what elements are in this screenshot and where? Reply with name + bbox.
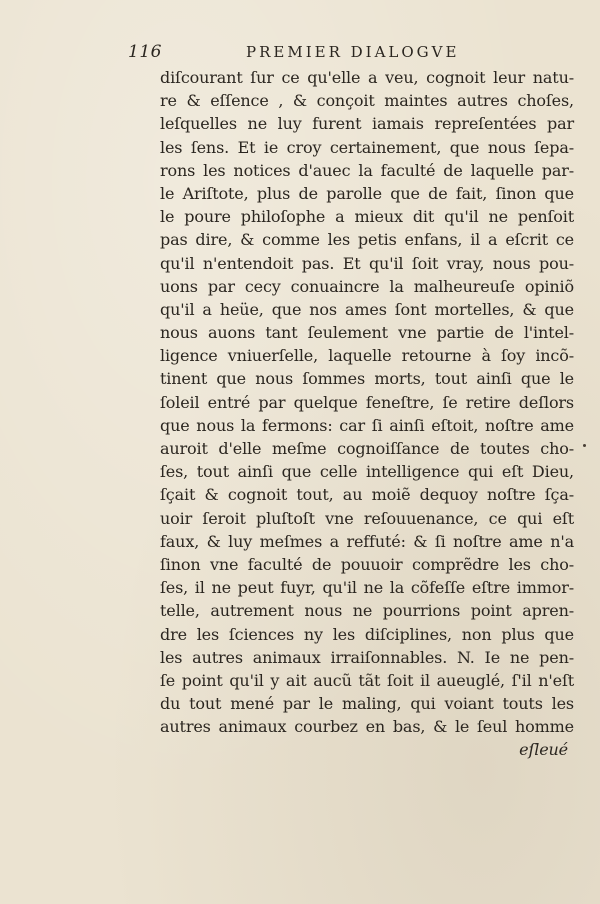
text-line: ſoleil entré par quelque feneſtre, ſe retire deſlors — [160, 392, 574, 412]
text-line: tinent que nous ſommes morts, tout ainſi que le — [160, 369, 574, 389]
text-line: les ſens. Et ie croy certainement, que nous ſepa- — [160, 137, 574, 157]
text-line: leſquelles ne luy furent iamais repreſentées par — [160, 114, 574, 134]
margin-mark — [583, 444, 586, 447]
body-text — [160, 66, 574, 762]
text-line: re & eſſence , & conçoit maintes autres choſes, — [160, 91, 574, 111]
text-line: pas dire, & comme les petis enfans, il a eſcrit ce — [160, 230, 574, 250]
text-line: du tout mené par le maling, qui voiant touts les — [160, 694, 574, 714]
text-line: ſe point qu'il y ait aucũ tãt ſoit il aueuglé, ſ'il n'eſt — [160, 670, 574, 690]
text-line: que nous la fermons: car ſi ainſi eſtoit, noſtre ame — [160, 415, 574, 435]
catchword: eſleué — [519, 740, 568, 760]
text-line: auroit d'elle meſme cognoiſſance de toutes cho- — [160, 439, 574, 458]
text-line: diſcourant ſur ce qu'elle a veu, cognoit leur natu- — [160, 68, 574, 87]
text-line: autres animaux courbez en bas, & le ſeul homme — [160, 717, 574, 737]
text-line: faux, & luy meſmes a reffuté: & ſi noſtre ame n'a — [160, 531, 574, 551]
text-line: uoir ſeroit pluſtoſt vne reſouuenance, ce qui eſt — [160, 508, 574, 528]
page-header — [128, 40, 488, 66]
text-line: nous auons tant ſeulement vne partie de l'intel- — [160, 323, 574, 343]
text-line: rons les notices d'auec la faculté de laquelle par- — [160, 160, 574, 180]
text-line: ſes, tout ainſi que celle intelligence qui eſt Dieu, — [160, 462, 574, 482]
text-line: telle, autrement nous ne pourrions point apren- — [160, 601, 574, 621]
text-line: qu'il n'entendoit pas. Et qu'il ſoit vray, nous pou- — [160, 253, 574, 273]
text-line: qu'il a heüe, que nos ames ſont mortelles, & que — [160, 299, 574, 319]
text-line: ſinon vne faculté de pouuoir comprẽdre les cho- — [160, 554, 574, 574]
text-line: uons par cecy conuaincre la malheureuſe opiniõ — [160, 276, 574, 296]
text-line: ſes, il ne peut fuyr, qu'il ne la cõfeſſe eſtre immor- — [160, 578, 574, 598]
page-number: 116 — [128, 42, 162, 62]
text-line: le Ariſtote, plus de parolle que de fait, ſinon que — [160, 183, 574, 203]
running-title: PREMIER DIALOGVE — [246, 43, 460, 61]
text-line: les autres animaux irraiſonnables. N. Ie ne pen- — [160, 647, 574, 667]
text-line: dre les ſciences ny les diſciplines, non plus que — [160, 624, 574, 644]
text-line: le poure philoſophe a mieux dit qu'il ne penſoit — [160, 207, 574, 227]
text-line: ſçait & cognoit tout, au moiẽ dequoy noſtre ſça- — [160, 485, 574, 505]
text-line: ligence vniuerſelle, laquelle retourne à ſoy incõ- — [160, 346, 574, 366]
